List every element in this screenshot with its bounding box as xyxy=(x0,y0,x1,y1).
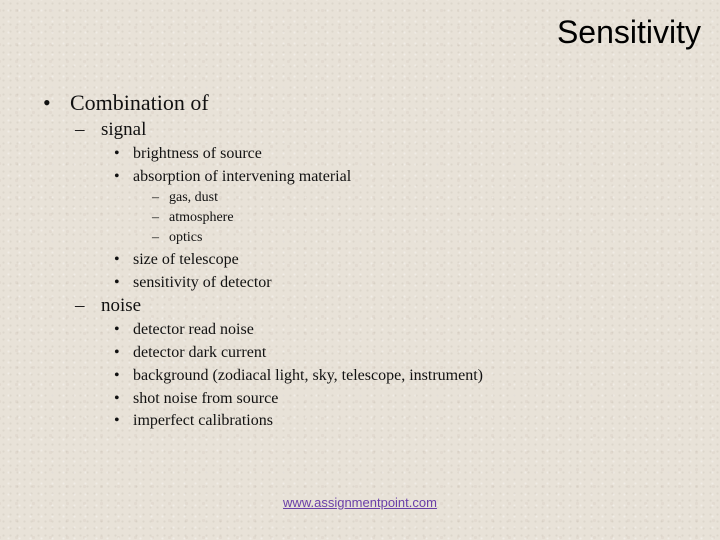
sub-bullet-text: noise xyxy=(101,295,142,316)
dash-marker: – xyxy=(75,119,85,140)
bullet-marker: • xyxy=(114,390,120,407)
dash-marker: – xyxy=(152,210,159,225)
list-item-text: size of telescope xyxy=(133,251,239,268)
sub-bullet-text: signal xyxy=(101,119,147,140)
list-item-text: shot noise from source xyxy=(133,390,279,407)
bullet-marker: • xyxy=(114,145,120,162)
list-item-text: detector read noise xyxy=(133,321,254,338)
list-item-text: absorption of intervening material xyxy=(133,168,352,185)
dash-marker: – xyxy=(75,295,85,316)
dash-marker: – xyxy=(152,190,159,205)
list-item-text: sensitivity of detector xyxy=(133,274,272,291)
list-subitem-text: optics xyxy=(169,230,203,245)
list-item-text: background (zodiacal light, sky, telescope, instrument) xyxy=(133,367,483,384)
bullet-text: Combination of xyxy=(70,90,209,115)
bullet-marker: • xyxy=(114,344,120,361)
bullet-marker: • xyxy=(43,90,51,115)
footer xyxy=(0,495,720,511)
list-item-text: brightness of source xyxy=(133,145,262,162)
list-subitem-text: atmosphere xyxy=(169,210,234,225)
dash-marker: – xyxy=(152,230,159,245)
list-item-text: detector dark current xyxy=(133,344,267,361)
footer-link[interactable]: www.assignmentpoint.com xyxy=(283,495,437,510)
list-item-text: imperfect calibrations xyxy=(133,412,273,429)
list-subitem-text: gas, dust xyxy=(169,190,218,205)
bullet-marker: • xyxy=(114,367,120,384)
bullet-marker: • xyxy=(114,321,120,338)
bullet-marker: • xyxy=(114,274,120,291)
slide-title: Sensitivity xyxy=(556,14,701,50)
bullet-marker: • xyxy=(114,168,120,185)
bullet-marker: • xyxy=(114,251,120,268)
bullet-marker: • xyxy=(114,412,120,429)
